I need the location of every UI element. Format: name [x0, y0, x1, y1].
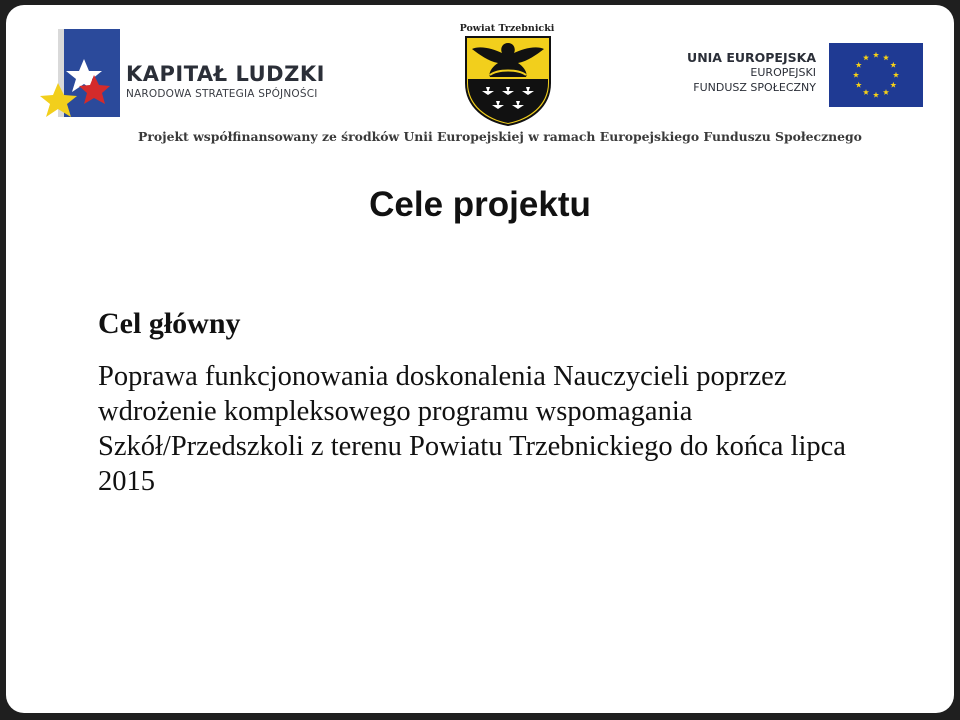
eu-line-1: UNIA EUROPEJSKA — [687, 50, 816, 65]
powiat-caption: Powiat Trzebnicki — [459, 23, 555, 34]
goal-description: Poprawa funkcjonowania doskonalenia Nauczycieli poprzez wdrożenie kompleksowego programu wspomagania Szkół/Przedszkoli z terenu Powiatu Trzebnickiego do końca lipca 2015 — [98, 361, 846, 497]
slide-title: Cele projektu — [369, 185, 591, 224]
powiat-crest-icon — [458, 35, 558, 127]
cofinancing-note: Projekt współfinansowany ze środków Unii Europejskiej w ramach Europejskiego Funduszu Społecznego — [138, 129, 862, 144]
slide — [6, 5, 954, 713]
eu-text — [687, 50, 816, 95]
section-heading: Cel główny — [98, 307, 241, 340]
kapital-ludzki-title: KAPITAŁ LUDZKI — [126, 62, 325, 86]
kapital-ludzki-subtitle: NARODOWA STRATEGIA SPÓJNOŚCI — [126, 88, 318, 100]
eu-line-2: EUROPEJSKI — [750, 66, 816, 79]
eu-line-3: FUNDUSZ SPOŁECZNY — [693, 81, 816, 94]
eu-flag-icon — [829, 43, 923, 107]
